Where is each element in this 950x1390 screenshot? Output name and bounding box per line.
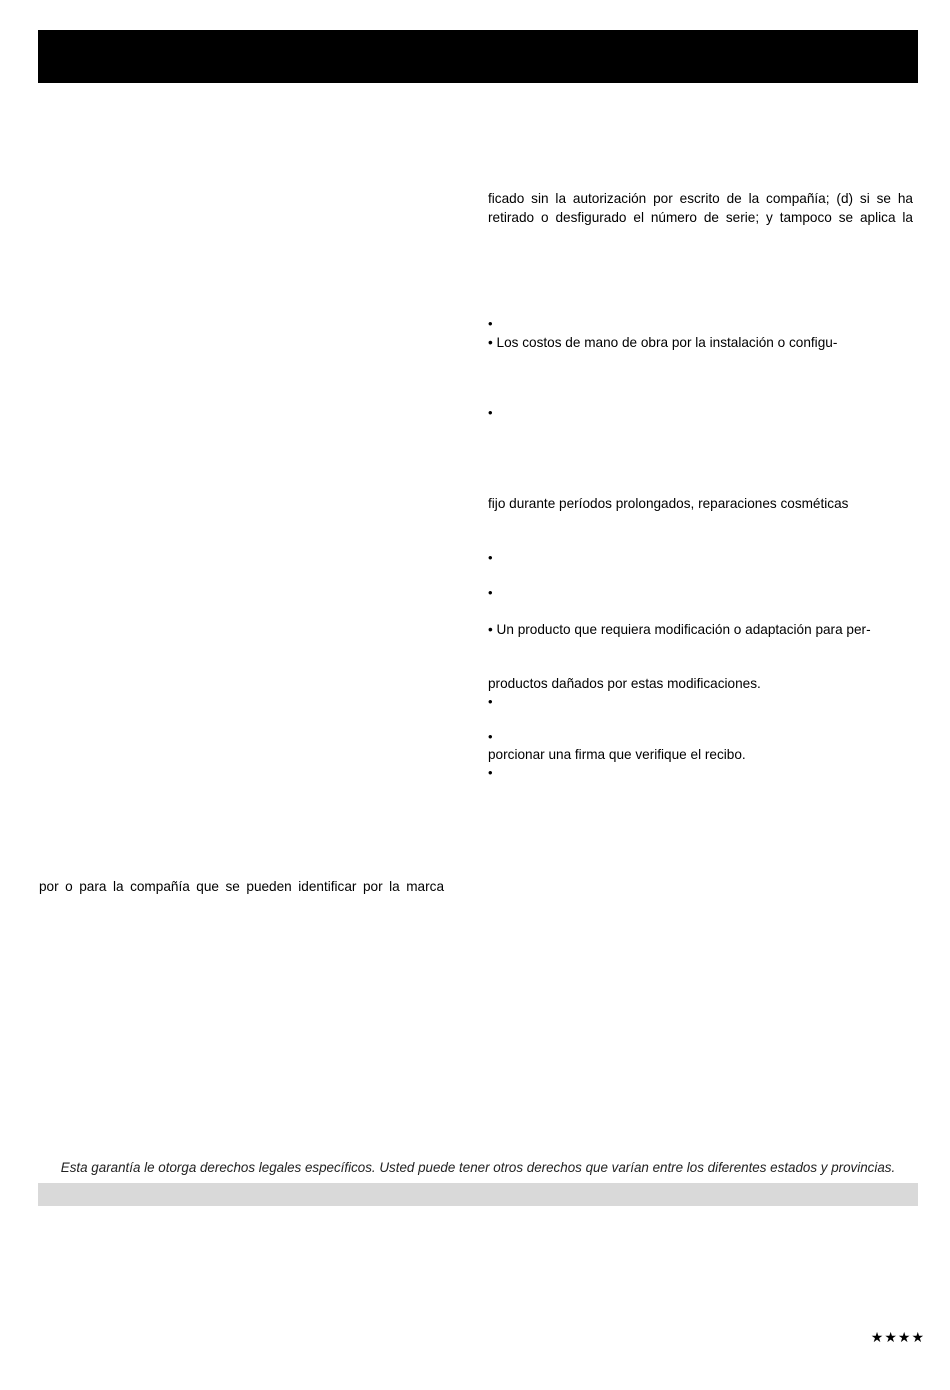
legal-rights-note: Esta garantía le otorga derechos legales específicos. Usted puede tener otros derechos que varían entre los diferentes estados y provincias. [60,1160,896,1175]
warranty-text-line: ficado sin la autorización por escrito de la compañía; (d) si se ha [488,191,913,206]
warranty-text-line: fijo durante períodos prolongados, reparaciones cosméticas [488,496,849,511]
bullet-marker: • [488,694,493,709]
warranty-text-line: porcionar una firma que verifique el recibo. [488,747,746,762]
bullet-marker: • [488,729,493,744]
warranty-text-line: por o para la compañía que se pueden identificar por la marca [39,879,444,894]
footer-bar [38,1183,918,1206]
warranty-text-line: productos dañados por estas modificaciones. [488,676,761,691]
bullet-marker: • [488,765,493,780]
bullet-labor-costs: • Los costos de mano de obra por la instalación o configu- [488,335,838,350]
bullet-marker: • [488,316,493,331]
bullet-product-modification: • Un producto que requiera modificación o adaptación para per- [488,622,871,637]
bullet-marker: • [488,550,493,565]
bullet-marker: • [488,405,493,420]
warranty-text-line: retirado o desfigurado el número de serie; y tampoco se aplica la [488,210,913,225]
header-bar [38,30,918,83]
rating-stars-icon: ★★★★ [870,1329,925,1345]
bullet-marker: • [488,585,493,600]
